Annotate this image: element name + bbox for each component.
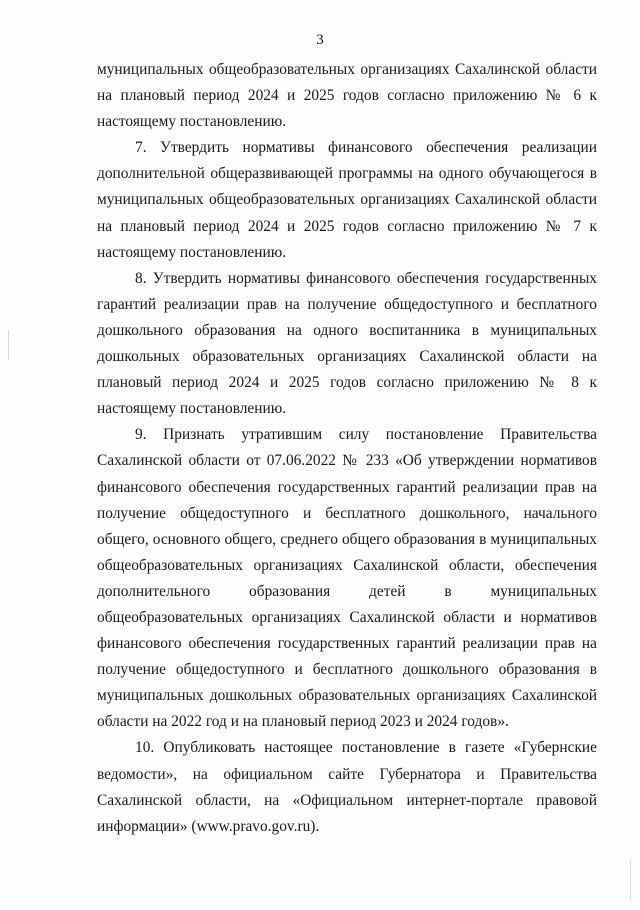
paragraph-item-8: 8. Утвердить нормативы финансового обеспечения государственных гарантий реализации прав на получение общедоступного и бесплатного дошкольного образования на одного воспитанника в муниципальных дошкольных образовательных организациях Сахалинской области на плановый период 2024 и 2025 годов согласно приложению № 8 к настоящему постановлению.	[97, 269, 597, 418]
page-number: 3	[316, 32, 324, 48]
paragraph-continuation-6: муниципальных общеобразовательных организациях Сахалинской области на плановый период 2024 и 2025 годов согласно приложению № 6 к настоящему постановлению.	[97, 61, 597, 131]
paragraph-item-9: 9. Признать утратившим силу постановление Правительства Сахалинской области от 07.06.2022 № 233 «Об утверждении нормативов финансового обеспечения государственных гарантий реализации прав на получение общедоступного и бесплатного дошкольного, начального общего, основного общего, среднего общего образования в муниципальных общеобразовательных организациях Сахалинской области, обеспечения дополнительного образования детей в муниципальных общеобразовательных организациях Сахалинской области и нормативов финансового обеспечения государственных гарантий реализации прав на получение общедоступного и бесплатного дошкольного образования в муниципальных дошкольных образовательных организациях Сахалинской области на 2022 год и на плановый период 2023 и 2024 годов».	[97, 426, 597, 731]
paragraph-item-10: 10. Опубликовать настоящее постановление в газете «Губернские ведомости», на официальном сайте Губернатора и Правительства Сахалинской области, на «Официальном интернет-портале правовой информации» (www.pravo.gov.ru).	[97, 739, 597, 835]
scan-edge-mark	[8, 330, 9, 360]
document-body	[97, 57, 597, 840]
paragraph-item-7: 7. Утвердить нормативы финансового обеспечения реализации дополнительной общеразвивающей программы на одного обучающегося в муниципальных общеобразовательных организациях Сахалинской области на плановый период 2024 и 2025 годов согласно приложению № 7 к настоящему постановлению.	[97, 139, 597, 261]
scan-edge-mark	[630, 860, 631, 900]
